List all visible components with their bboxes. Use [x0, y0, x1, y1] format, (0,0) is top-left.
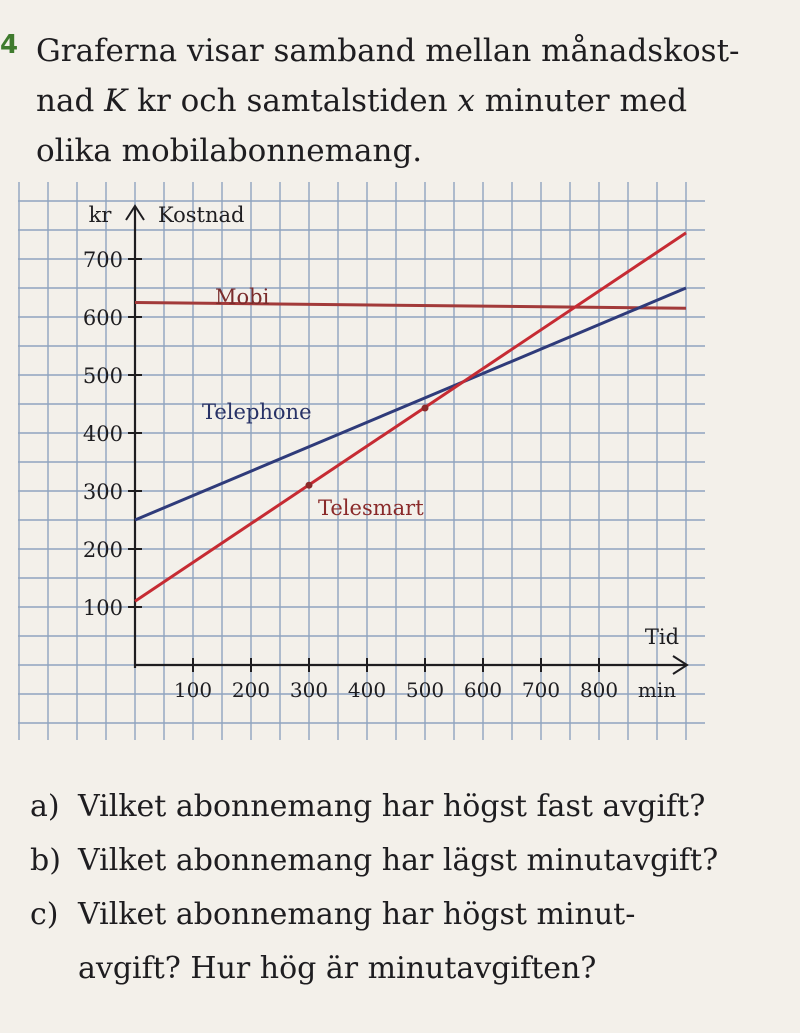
y-tick-label: 200 — [82, 538, 123, 562]
intro-line-3: olika mobilabonnemang. — [36, 133, 423, 169]
x-unit-label: min — [637, 678, 677, 702]
y-tick-label: 500 — [82, 364, 123, 388]
series-label-telesmart: Telesmart — [318, 496, 424, 520]
y-tick-label: 300 — [82, 480, 123, 504]
variable-x: x — [457, 83, 475, 119]
question-label — [30, 942, 78, 996]
cost-chart — [0, 170, 800, 760]
question-label: a) — [30, 789, 60, 824]
x-tick-label: 800 — [579, 678, 619, 702]
series-marker — [306, 482, 313, 489]
x-tick-label: 700 — [521, 678, 561, 702]
y-tick-label: 400 — [82, 422, 123, 446]
x-tick-label: 200 — [231, 678, 271, 702]
question-text: Vilket abonnemang har högst fast avgift? — [78, 789, 706, 824]
x-tick-label: 100 — [173, 678, 213, 702]
question-c-continued — [30, 942, 790, 996]
series-marker — [422, 405, 429, 412]
y-tick-label: 700 — [82, 248, 123, 272]
question-number: 4 — [0, 30, 19, 60]
series-label-telephone: Telephone — [202, 400, 312, 424]
y-tick-label: 100 — [82, 596, 123, 620]
intro-line-1: Graferna visar samband mellan månadskost- — [36, 33, 740, 69]
y-axis-title: Kostnad — [158, 203, 245, 227]
question-b — [30, 834, 790, 888]
question-c — [30, 888, 790, 942]
question-label: b) — [30, 843, 61, 878]
x-axis-title: Tid — [644, 625, 680, 649]
x-tick-label: 400 — [347, 678, 387, 702]
question-text: Vilket abonnemang har högst minut- — [78, 897, 636, 932]
x-tick-label: 300 — [289, 678, 329, 702]
question-a — [30, 780, 790, 834]
y-tick-label: 600 — [82, 306, 123, 330]
x-tick-label: 500 — [405, 678, 445, 702]
y-axis-unit: kr — [88, 203, 112, 227]
variable-k: K — [104, 83, 128, 119]
x-tick-label: 600 — [463, 678, 503, 702]
series-label-mobi: Mobi — [215, 285, 270, 309]
intro-line-2: nad K kr och samtalstiden x minuter med — [36, 83, 688, 119]
question-text: Vilket abonnemang har lägst minutavgift? — [78, 843, 719, 878]
intro-text — [36, 26, 756, 176]
question-text: avgift? Hur hög är minutavgiften? — [78, 951, 597, 986]
question-label: c) — [30, 897, 59, 932]
questions — [30, 780, 790, 996]
